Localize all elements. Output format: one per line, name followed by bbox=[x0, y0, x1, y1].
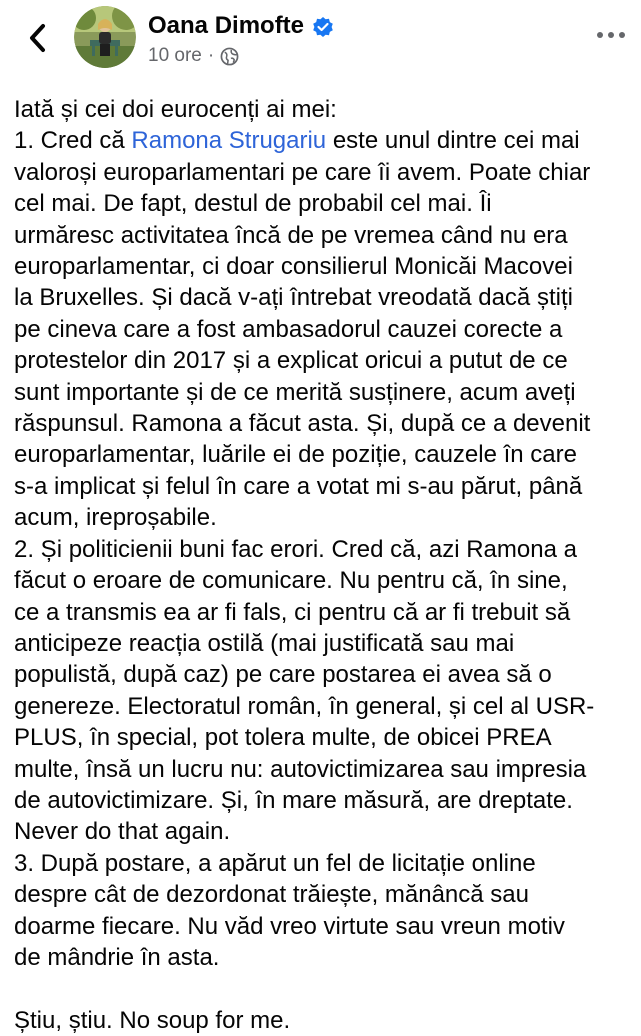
post-time[interactable]: 10 ore bbox=[148, 45, 202, 66]
post-line: sunt importante și de ce merită susținere, acum aveți bbox=[14, 378, 576, 406]
post-line: populistă, după caz) pe care postarea ei avea să o bbox=[14, 661, 552, 689]
avatar[interactable] bbox=[74, 6, 136, 68]
post-line: despre cât de dezordonat trăiește, mănâncă sau bbox=[14, 881, 529, 909]
post-text: este unul dintre cei mai bbox=[326, 127, 580, 155]
more-horizontal-icon bbox=[596, 31, 626, 39]
back-button[interactable] bbox=[20, 18, 54, 58]
post-line: Iată și cei doi eurocenți ai mei: bbox=[14, 96, 337, 123]
post-line: doarme fiecare. Nu văd vreo virtute sau vreun motiv bbox=[14, 912, 565, 940]
post-meta bbox=[148, 45, 239, 67]
post-line: protestelor din 2017 și a explicat oricui a putut de ce bbox=[14, 347, 568, 375]
post-line: ce a transmis ea ar fi fals, ci pentru că ar fi trebuit să bbox=[14, 598, 571, 626]
post-line: multe, însă un lucru nu: autovictimizarea sau impresia bbox=[14, 755, 587, 783]
verified-badge-icon bbox=[311, 15, 335, 39]
post-line: urmăresc activitatea încă de pe vremea când nu era bbox=[14, 221, 568, 249]
post-line: Știu, știu. No soup for me. bbox=[14, 1006, 291, 1034]
post-line: acum, ireproșabile. bbox=[14, 504, 217, 532]
avatar-photo bbox=[74, 6, 136, 68]
post-line: răspunsul. Ramona a făcut asta. Și, după ce a devenit bbox=[14, 410, 591, 438]
post-line: genereze. Electoratul român, în general, și cel al USR- bbox=[14, 692, 595, 720]
post-line: anticipeze reacția ostilă (mai justificată sau mai bbox=[14, 629, 515, 657]
post-body bbox=[14, 94, 636, 1036]
post-line: 3. După postare, a apărut un fel de licitație online bbox=[14, 849, 536, 877]
post-line: PLUS, în special, pot tolera multe, de obicei PREA bbox=[14, 724, 552, 752]
post-header bbox=[0, 0, 641, 80]
post-line: 2. Și politicienii buni fac erori. Cred că, azi Ramona a bbox=[14, 535, 577, 563]
post-line bbox=[14, 125, 636, 156]
post-line: pe cineva care a fost ambasadorul cauzei corecte a bbox=[14, 315, 563, 343]
mention-link[interactable]: Ramona Strugariu bbox=[131, 127, 327, 155]
post-line: Never do that again. bbox=[14, 818, 231, 846]
post-text: 1. Cred că bbox=[14, 127, 132, 155]
meta-separator: · bbox=[207, 45, 215, 66]
paragraph-gap bbox=[14, 973, 636, 1004]
more-options-button[interactable] bbox=[591, 22, 631, 48]
post-line: de autovictimizare. Și, în mare măsură, are dreptate. bbox=[14, 786, 573, 814]
post-line: europarlamentar, luările ei de poziție, cauzele în care bbox=[14, 441, 577, 469]
post-line: s-a implicat și felul în care a votat mi s-au părut, până bbox=[14, 472, 583, 500]
author-name[interactable]: Oana Dimofte bbox=[148, 12, 305, 39]
post-line: valoroși europarlamentari pe care îi avem. Poate chiar bbox=[14, 158, 591, 186]
chevron-left-icon bbox=[27, 22, 47, 54]
globe-icon[interactable] bbox=[220, 47, 239, 66]
post-line: europarlamentar, ci doar consilierul Monicăi Macovei bbox=[14, 253, 573, 281]
post-line: cel mai. De fapt, destul de probabil cel mai. Îi bbox=[14, 190, 492, 218]
post-line: la Bruxelles. Și dacă v-ați întrebat vreodată dacă știți bbox=[14, 284, 573, 312]
post-line: de mândrie în asta. bbox=[14, 943, 220, 971]
post-line: făcut o eroare de comunicare. Nu pentru că, în sine, bbox=[14, 567, 568, 595]
